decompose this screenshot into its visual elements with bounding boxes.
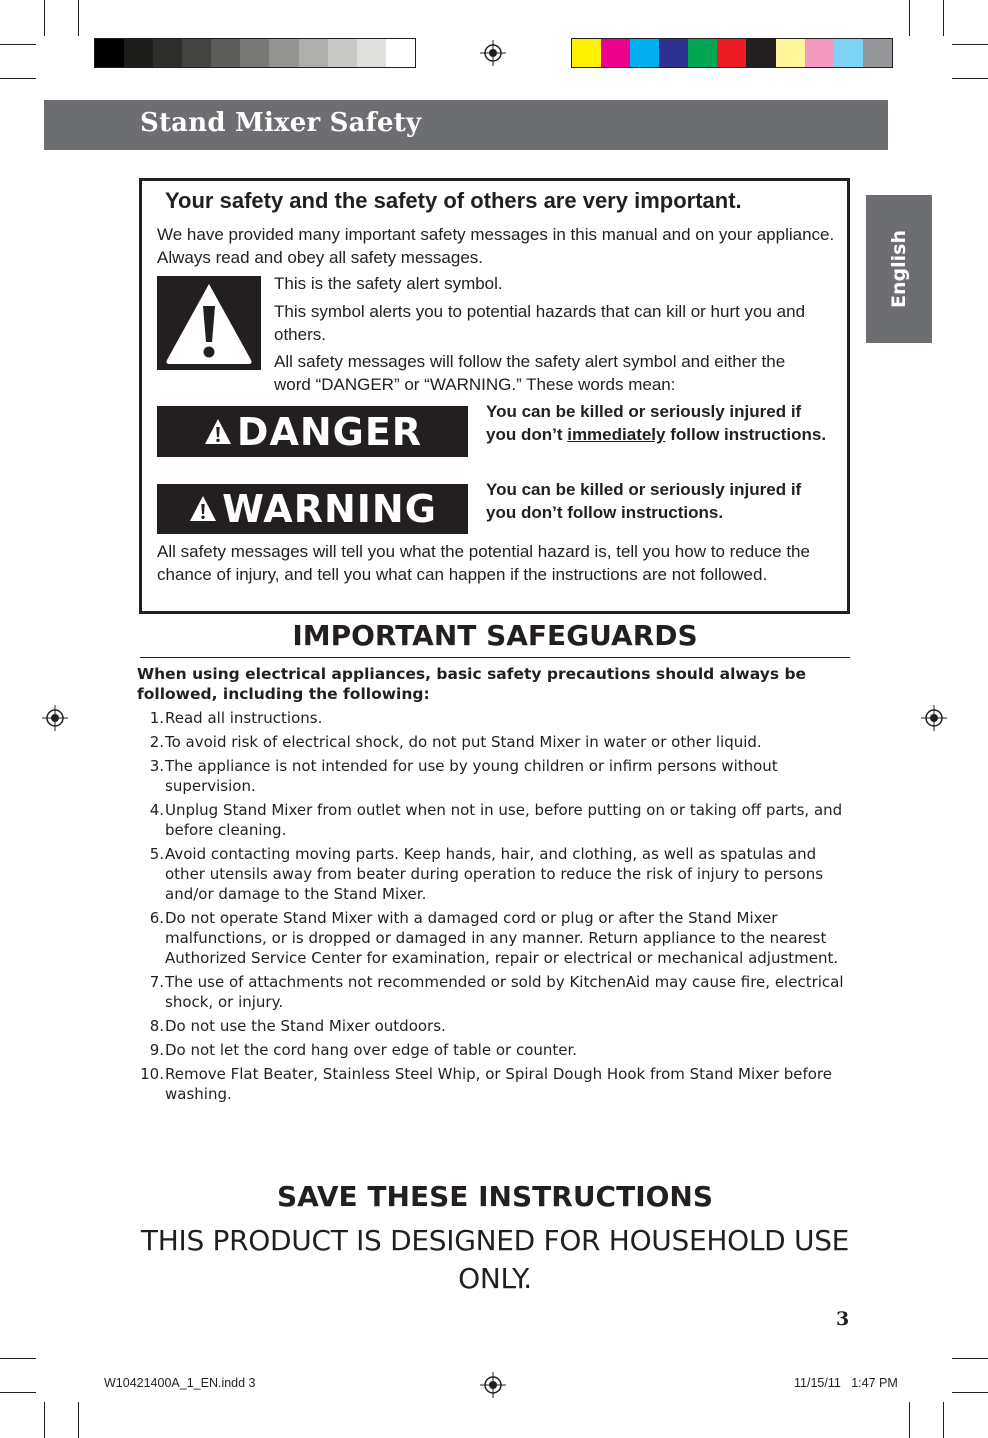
color-swatch <box>386 39 415 67</box>
color-swatch <box>572 39 601 67</box>
color-swatch <box>776 39 805 67</box>
list-item <box>137 732 853 752</box>
crop-mark <box>909 0 910 36</box>
crop-mark <box>78 0 79 36</box>
list-item-number: 2. <box>149 733 164 751</box>
danger-desc-part: You can be killed or seriously injured if you don’t <box>486 402 802 444</box>
list-item-text: Do not let the cord hang over edge of table or counter. <box>165 1041 578 1059</box>
safeguards-list <box>137 708 853 1108</box>
warning-signal-box <box>157 484 468 534</box>
list-item-text: Remove Flat Beater, Stainless Steel Whip, or Spiral Dough Hook from Stand Mixer before washing. <box>165 1065 832 1103</box>
color-swatch <box>95 39 124 67</box>
list-item-number: 4. <box>149 801 164 819</box>
list-item-text: To avoid risk of electrical shock, do not put Stand Mixer in water or other liquid. <box>165 733 762 751</box>
color-swatch <box>124 39 153 67</box>
color-swatch <box>601 39 630 67</box>
list-item-number: 6. <box>149 909 164 927</box>
registration-mark-icon <box>921 705 947 731</box>
list-item <box>137 844 853 904</box>
process-color-bar <box>571 38 893 68</box>
color-swatch <box>211 39 240 67</box>
safety-intro-text: We have provided many important safety messages in this manual and on your appliance. Always read and obey all safety messages. <box>157 225 835 267</box>
registration-mark-icon <box>480 40 506 66</box>
crop-mark <box>943 0 944 36</box>
list-item-number: 1. <box>149 709 164 727</box>
list-item <box>137 1040 853 1060</box>
warning-triangle-icon <box>157 276 261 370</box>
color-swatch <box>240 39 269 67</box>
registration-mark-icon <box>480 1372 506 1398</box>
file-slug: W10421400A_1_EN.indd 3 <box>104 1376 256 1390</box>
crop-mark <box>952 1358 988 1359</box>
list-item <box>137 1064 853 1104</box>
color-swatch <box>153 39 182 67</box>
list-item-text: The appliance is not intended for use by young children or infirm persons without supervision. <box>165 757 778 795</box>
household-use-notice: THIS PRODUCT IS DESIGNED FOR HOUSEHOLD USE ONLY. <box>140 1224 850 1295</box>
warning-triangle-icon <box>188 494 218 524</box>
color-swatch <box>834 39 863 67</box>
crop-mark <box>0 44 36 45</box>
warning-description: You can be killed or seriously injured if you don’t follow instructions. <box>486 480 802 522</box>
danger-desc-part: follow instructions. <box>665 425 827 444</box>
color-swatch <box>659 39 688 67</box>
danger-desc-emphasis: immediately <box>567 425 666 444</box>
crop-mark <box>0 78 36 79</box>
list-item-number: 7. <box>149 973 164 991</box>
danger-description <box>486 400 831 446</box>
color-swatch <box>182 39 211 67</box>
language-tab-label: English <box>888 230 910 308</box>
safeguards-title: IMPORTANT SAFEGUARDS <box>292 619 698 652</box>
list-item <box>137 800 853 840</box>
gray-color-bar <box>94 38 416 68</box>
list-item <box>137 1016 853 1036</box>
crop-mark <box>909 1402 910 1438</box>
list-item-text: The use of attachments not recommended or sold by KitchenAid may cause fire, electrical shock, or injury. <box>165 973 844 1011</box>
color-swatch <box>863 39 892 67</box>
color-swatch <box>688 39 717 67</box>
list-item-number: 3. <box>149 757 164 775</box>
color-swatch <box>357 39 386 67</box>
date-stamp: 11/15/11 1:47 PM <box>794 1376 898 1390</box>
alert-signal-words-line: All safety messages will follow the safety alert symbol and either the word “DANGER” or “WARNING.” These words mean: <box>274 352 786 394</box>
crop-mark <box>0 1392 36 1393</box>
safety-closing-text: All safety messages will tell you what the potential hazard is, tell you how to reduce the chance of injury, and tell you what can happen if the instructions are not followed. <box>157 542 810 584</box>
list-item <box>137 756 853 796</box>
crop-mark <box>44 1402 45 1438</box>
list-item-text: Unplug Stand Mixer from outlet when not in use, before putting on or taking off parts, and before cleaning. <box>165 801 843 839</box>
divider <box>140 657 850 658</box>
list-item-text: Avoid contacting moving parts. Keep hands, hair, and clothing, as well as spatulas and other utensils away from beater during operation to reduce the risk of injury to persons and/or damage to the Stand Mixer. <box>165 845 824 903</box>
safeguards-intro: When using electrical appliances, basic safety precautions should always be followed, including the following: <box>137 665 807 703</box>
safety-heading: Your safety and the safety of others are very important. <box>165 188 742 213</box>
alert-hazard-line: This symbol alerts you to potential hazards that can kill or hurt you and others. <box>274 302 806 344</box>
color-swatch <box>299 39 328 67</box>
color-swatch <box>805 39 834 67</box>
color-swatch <box>269 39 298 67</box>
crop-mark <box>943 1402 944 1438</box>
list-item-number: 9. <box>149 1041 164 1059</box>
page-title: Stand Mixer Safety <box>140 108 422 138</box>
list-item-number: 10. <box>140 1065 164 1083</box>
list-item-text: Read all instructions. <box>165 709 323 727</box>
crop-mark <box>952 44 988 45</box>
crop-mark <box>952 1392 988 1393</box>
color-swatch <box>630 39 659 67</box>
save-instructions-title: SAVE THESE INSTRUCTIONS <box>276 1180 714 1213</box>
list-item-number: 8. <box>149 1017 164 1035</box>
crop-mark <box>952 78 988 79</box>
warning-triangle-icon <box>203 417 233 447</box>
crop-mark <box>44 0 45 36</box>
list-item <box>137 708 853 728</box>
crop-mark <box>78 1402 79 1438</box>
color-swatch <box>328 39 357 67</box>
danger-label: DANGER <box>236 409 423 454</box>
warning-label: WARNING <box>222 487 437 531</box>
page-number: 3 <box>836 1308 850 1330</box>
color-swatch <box>717 39 746 67</box>
list-item <box>137 972 853 1012</box>
color-swatch <box>746 39 775 67</box>
crop-mark <box>0 1358 36 1359</box>
list-item-number: 5. <box>149 845 164 863</box>
registration-mark-icon <box>42 705 68 731</box>
list-item <box>137 908 853 968</box>
list-item-text: Do not operate Stand Mixer with a damaged cord or plug or after the Stand Mixer malfunctions, or is dropped or damaged in any manner. Return appliance to the nearest Authorized Service Center for examination, repair or electrical or mechanical adjustment. <box>165 909 839 967</box>
safety-alert-symbol <box>157 276 261 370</box>
danger-signal-box <box>157 406 468 457</box>
alert-symbol-line: This is the safety alert symbol. <box>274 274 503 293</box>
language-tab <box>866 195 932 343</box>
list-item-text: Do not use the Stand Mixer outdoors. <box>165 1017 446 1035</box>
